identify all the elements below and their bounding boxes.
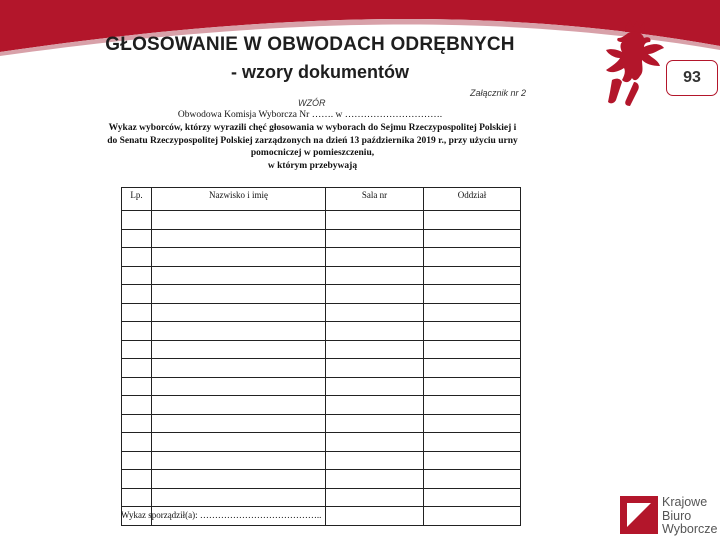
kbw-logo-text bbox=[662, 496, 717, 537]
table-cell bbox=[122, 377, 152, 396]
table-cell bbox=[424, 396, 521, 415]
table-cell bbox=[424, 507, 521, 526]
table-row bbox=[122, 414, 521, 433]
table-cell bbox=[152, 359, 326, 378]
table-cell bbox=[424, 211, 521, 230]
table-cell bbox=[424, 266, 521, 285]
column-header-lp: Lp. bbox=[122, 188, 152, 211]
table-cell bbox=[424, 451, 521, 470]
table-cell bbox=[424, 433, 521, 452]
table-cell bbox=[326, 414, 424, 433]
table-cell bbox=[424, 303, 521, 322]
document-heading bbox=[90, 122, 535, 172]
table-cell bbox=[152, 285, 326, 304]
table-cell bbox=[152, 396, 326, 415]
table-cell bbox=[122, 396, 152, 415]
table-cell bbox=[326, 507, 424, 526]
table-cell bbox=[152, 414, 326, 433]
heading-line: pomocniczej w pomieszczeniu, bbox=[250, 148, 375, 158]
table-cell bbox=[152, 229, 326, 248]
table-row bbox=[122, 322, 521, 341]
table-row bbox=[122, 396, 521, 415]
table-row bbox=[122, 377, 521, 396]
table-cell bbox=[424, 377, 521, 396]
table-cell bbox=[326, 470, 424, 489]
column-header-name: Nazwisko i imię bbox=[152, 188, 326, 211]
table-cell bbox=[122, 433, 152, 452]
template-label: WZÓR bbox=[298, 98, 326, 108]
table-cell bbox=[152, 470, 326, 489]
kbw-logo-line: Biuro bbox=[662, 508, 692, 523]
table-cell bbox=[424, 340, 521, 359]
commission-line: Obwodowa Komisja Wyborcza Nr ……. w …………………………. bbox=[177, 110, 443, 120]
table-row bbox=[122, 285, 521, 304]
heading-line: do Senatu Rzeczypospolitej Polskiej zarządzonych na dzień 13 października 2019 r., przy użyciu urny bbox=[107, 135, 518, 146]
table-cell bbox=[326, 229, 424, 248]
table-row bbox=[122, 433, 521, 452]
table-cell bbox=[122, 359, 152, 378]
slide-subtitle: - wzory dokumentów bbox=[230, 62, 409, 82]
table-cell bbox=[152, 211, 326, 230]
table-cell bbox=[326, 303, 424, 322]
table-cell bbox=[152, 433, 326, 452]
table-cell bbox=[326, 285, 424, 304]
table-cell bbox=[152, 377, 326, 396]
table-cell bbox=[326, 322, 424, 341]
signature-line: Wykaz sporządził(a): ………………………………….. bbox=[121, 510, 322, 520]
table-cell bbox=[122, 248, 152, 267]
table-cell bbox=[326, 359, 424, 378]
table-cell bbox=[122, 266, 152, 285]
voters-table bbox=[121, 187, 521, 526]
table-row bbox=[122, 303, 521, 322]
table-cell bbox=[122, 211, 152, 230]
table-cell bbox=[122, 303, 152, 322]
table-cell bbox=[326, 211, 424, 230]
attachment-label: Załącznik nr 2 bbox=[470, 88, 527, 98]
table-cell bbox=[424, 322, 521, 341]
table-cell bbox=[152, 248, 326, 267]
table-cell bbox=[424, 414, 521, 433]
column-header-room: Sala nr bbox=[326, 188, 424, 211]
crowned-eagle-emblem-icon bbox=[604, 20, 666, 106]
kbw-logo-line: Krajowe bbox=[662, 495, 708, 509]
voters-table-body bbox=[122, 211, 521, 526]
table-row bbox=[122, 229, 521, 248]
table-cell bbox=[326, 340, 424, 359]
table-cell bbox=[122, 451, 152, 470]
page-number-badge: 93 bbox=[666, 60, 718, 96]
table-cell bbox=[122, 488, 152, 507]
kbw-logo-line: Wyborcze bbox=[662, 522, 718, 536]
table-cell bbox=[152, 303, 326, 322]
table-cell bbox=[326, 451, 424, 470]
table-cell bbox=[122, 322, 152, 341]
table-row bbox=[122, 470, 521, 489]
heading-line: Wykaz wyborców, którzy wyrazili chęć głosowania w wyborach do Sejmu Rzeczypospolitej Polskiej i bbox=[108, 123, 517, 133]
table-row bbox=[122, 451, 521, 470]
table-row bbox=[122, 266, 521, 285]
table-cell bbox=[424, 248, 521, 267]
table-cell bbox=[424, 359, 521, 378]
table-row bbox=[122, 340, 521, 359]
table-cell bbox=[122, 285, 152, 304]
table-cell bbox=[326, 433, 424, 452]
table-cell bbox=[326, 396, 424, 415]
slide-title: GŁOSOWANIE W OBWODACH ODRĘBNYCH bbox=[105, 34, 515, 55]
table-row bbox=[122, 248, 521, 267]
table-header-row bbox=[122, 188, 521, 211]
column-header-ward: Oddział bbox=[424, 188, 521, 211]
table-cell bbox=[152, 322, 326, 341]
table-cell bbox=[326, 266, 424, 285]
table-cell bbox=[122, 340, 152, 359]
table-row bbox=[122, 211, 521, 230]
table-cell bbox=[326, 377, 424, 396]
table-cell bbox=[326, 488, 424, 507]
table-cell bbox=[424, 488, 521, 507]
table-cell bbox=[152, 340, 326, 359]
table-cell bbox=[424, 229, 521, 248]
table-row bbox=[122, 359, 521, 378]
table-cell bbox=[122, 229, 152, 248]
heading-line: w którym przebywają bbox=[267, 160, 358, 171]
table-cell bbox=[326, 248, 424, 267]
table-cell bbox=[152, 451, 326, 470]
table-cell bbox=[122, 414, 152, 433]
table-row bbox=[122, 488, 521, 507]
kbw-square-logo-icon bbox=[620, 496, 658, 534]
table-cell bbox=[122, 470, 152, 489]
table-cell bbox=[152, 488, 326, 507]
table-cell bbox=[152, 266, 326, 285]
table-cell bbox=[424, 285, 521, 304]
table-cell bbox=[424, 470, 521, 489]
